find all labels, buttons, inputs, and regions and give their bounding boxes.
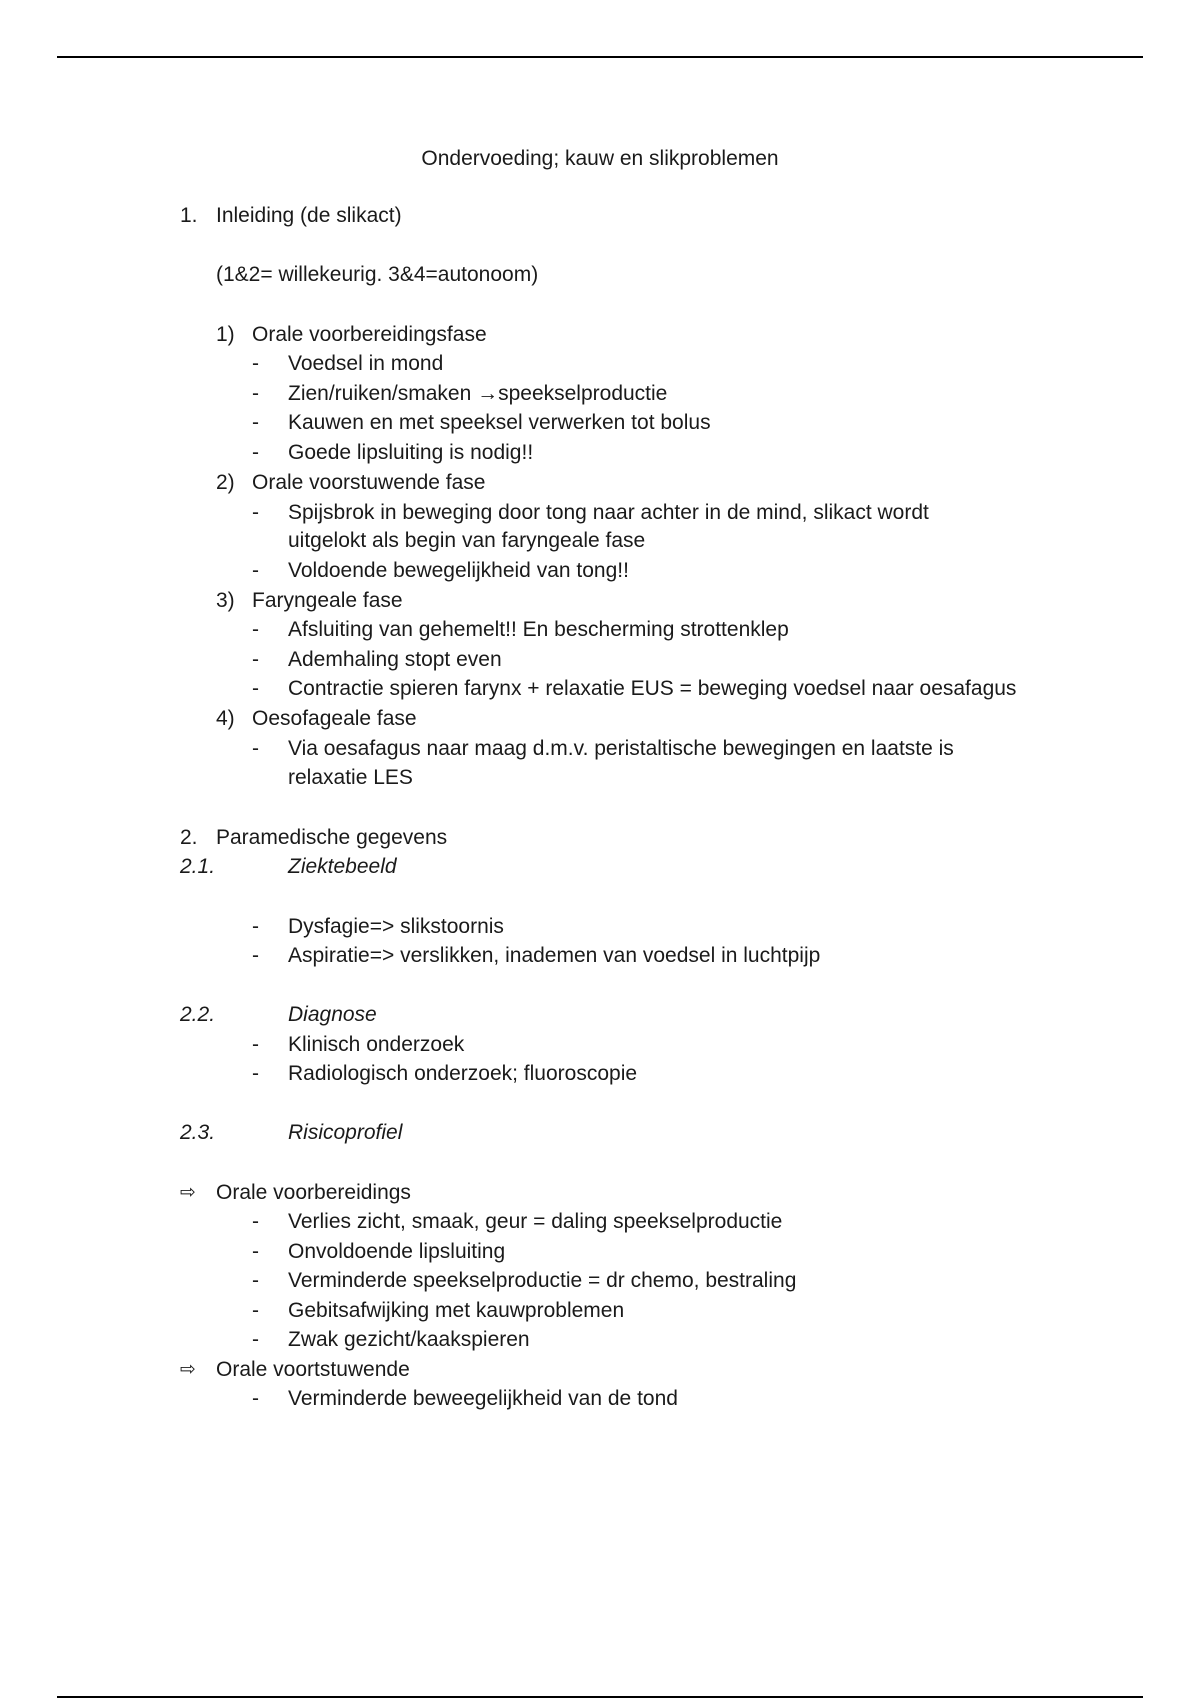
- header-rule: [57, 56, 1143, 58]
- document-title: Ondervoeding; kauw en slikproblemen: [421, 147, 779, 170]
- bullet-dash: -: [252, 1387, 259, 1410]
- section-1-number: 1.: [180, 204, 198, 227]
- risk-group-2-title: Orale voortstuwende: [216, 1358, 410, 1381]
- list-item: Verlies zicht, smaak, geur = daling speekselproductie: [288, 1210, 783, 1233]
- bullet-dash: -: [252, 1062, 259, 1085]
- list-item: Zwak gezicht/kaakspieren: [288, 1328, 530, 1351]
- list-item: Via oesafagus naar maag d.m.v. peristaltische bewegingen en laatste is: [288, 737, 954, 760]
- list-item: Verminderde beweegelijkheid van de tond: [288, 1387, 678, 1410]
- bullet-dash: -: [252, 1269, 259, 1292]
- bullet-dash: -: [252, 559, 259, 582]
- bullet-dash: -: [252, 501, 259, 524]
- risk-group-1-title: Orale voorbereidings: [216, 1181, 411, 1204]
- list-item: Ademhaling stopt even: [288, 648, 502, 671]
- phase-2-title: Orale voorstuwende fase: [252, 471, 486, 494]
- list-item: Verminderde speekselproductie = dr chemo, bestraling: [288, 1269, 797, 1292]
- list-item-continuation: uitgelokt als begin van faryngeale fase: [288, 529, 646, 552]
- bullet-dash: -: [252, 1240, 259, 1263]
- phase-1-title: Orale voorbereidingsfase: [252, 323, 487, 346]
- bullet-dash: -: [252, 915, 259, 938]
- list-item: Voldoende bewegelijkheid van tong!!: [288, 559, 629, 582]
- bullet-dash: -: [252, 411, 259, 434]
- bullet-dash: -: [252, 352, 259, 375]
- bullet-dash: -: [252, 1328, 259, 1351]
- list-item: Afsluiting van gehemelt!! En bescherming strottenklep: [288, 618, 789, 641]
- phase-1-number: 1): [216, 323, 235, 346]
- phase-4-title: Oesofageale fase: [252, 707, 417, 730]
- list-item: Goede lipsluiting is nodig!!: [288, 441, 534, 464]
- section-1-heading: Inleiding (de slikact): [216, 204, 402, 227]
- bullet-dash: -: [252, 1210, 259, 1233]
- list-item: Aspiratie=> verslikken, inademen van voedsel in luchtpijp: [288, 944, 821, 967]
- phase-3-title: Faryngeale fase: [252, 589, 403, 612]
- bullet-dash: -: [252, 737, 259, 760]
- subsection-2-2-title: Diagnose: [288, 1003, 377, 1026]
- section-2-heading: Paramedische gegevens: [216, 826, 448, 849]
- list-item: Spijsbrok in beweging door tong naar achter in de mind, slikact wordt: [288, 501, 929, 524]
- bullet-dash: -: [252, 382, 259, 405]
- bullet-dash: -: [252, 648, 259, 671]
- subsection-2-3-title: Risicoprofiel: [288, 1121, 403, 1144]
- section-1-note: (1&2= willekeurig. 3&4=autonoom): [216, 263, 539, 286]
- list-item-continuation: relaxatie LES: [288, 766, 413, 789]
- phase-2-number: 2): [216, 471, 235, 494]
- bullet-dash: -: [252, 618, 259, 641]
- bullet-dash: -: [252, 1299, 259, 1322]
- subsection-2-2-number: 2.2.: [180, 1003, 216, 1026]
- phase-4-number: 4): [216, 707, 235, 730]
- bullet-dash: -: [252, 441, 259, 464]
- subsection-2-1-title: Ziektebeeld: [288, 855, 397, 878]
- arrow-right-icon: ⇨: [180, 1182, 196, 1203]
- phase-3-number: 3): [216, 589, 235, 612]
- subsection-2-3-number: 2.3.: [180, 1121, 216, 1144]
- list-item: Contractie spieren farynx + relaxatie EUS = beweging voedsel naar oesafagus: [288, 677, 1017, 700]
- footer-rule: [57, 1696, 1143, 1698]
- arrow-right-icon: ⇨: [180, 1359, 196, 1380]
- section-2-number: 2.: [180, 826, 198, 849]
- list-item: Dysfagie=> slikstoornis: [288, 915, 504, 938]
- list-item: Radiologisch onderzoek; fluoroscopie: [288, 1062, 638, 1085]
- list-item: Gebitsafwijking met kauwproblemen: [288, 1299, 625, 1322]
- list-item: Onvoldoende lipsluiting: [288, 1240, 506, 1263]
- list-item: Klinisch onderzoek: [288, 1033, 465, 1056]
- bullet-dash: -: [252, 677, 259, 700]
- list-item: Zien/ruiken/smaken →speekselproductie: [288, 382, 668, 405]
- bullet-dash: -: [252, 1033, 259, 1056]
- subsection-2-1-number: 2.1.: [180, 855, 216, 878]
- list-item: Voedsel in mond: [288, 352, 444, 375]
- list-item: Kauwen en met speeksel verwerken tot bolus: [288, 411, 711, 434]
- bullet-dash: -: [252, 944, 259, 967]
